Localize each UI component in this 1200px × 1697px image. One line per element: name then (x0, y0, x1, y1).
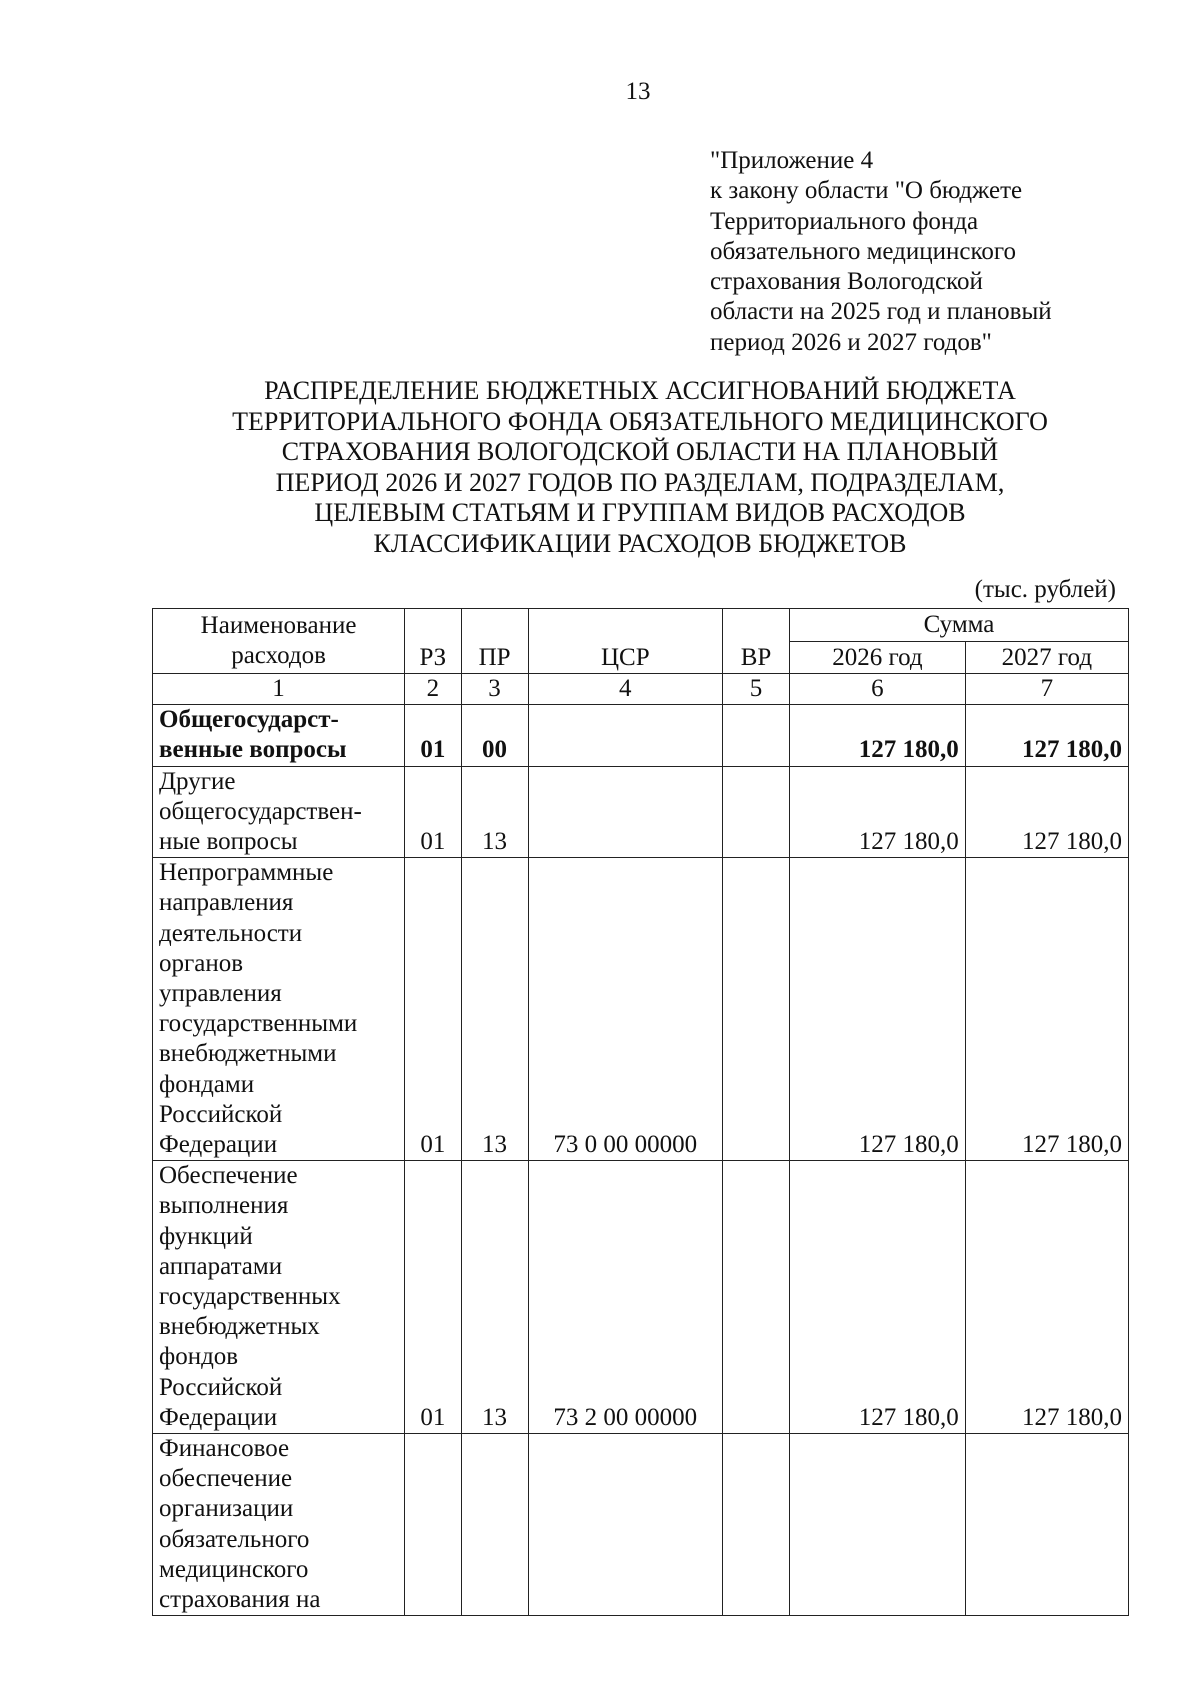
cell-sum-2026 (790, 1434, 966, 1616)
cell-name-line: внебюджетных (159, 1313, 320, 1341)
cell-name-line: фондов (159, 1343, 239, 1371)
cell-name-line: медицинского (159, 1555, 309, 1583)
cell-name-line: деятельности (159, 919, 303, 947)
cell-name-line: Российской (159, 1100, 283, 1128)
column-number: 2 (405, 674, 461, 705)
title-line: ЦЕЛЕВЫМ СТАТЬЯМ И ГРУППАМ ВИДОВ РАСХОДОВ (314, 498, 966, 527)
cell-vr (723, 766, 790, 858)
cell-csr (528, 705, 723, 766)
cell-name-line: Общегосударст- (159, 706, 339, 734)
column-number: 1 (153, 674, 405, 705)
cell-name-line: органов (159, 949, 244, 977)
cell-name-line: Непрограммные (159, 859, 334, 887)
cell-sum-2027: 127 180,0 (965, 858, 1128, 1161)
cell-vr (723, 1434, 790, 1616)
header-sum: Сумма (790, 609, 1129, 642)
cell-name-line: внебюджетными (159, 1040, 337, 1068)
cell-csr (528, 766, 723, 858)
table-header-row (153, 609, 1129, 642)
cell-name-line: выполнения (159, 1192, 289, 1220)
appendix-line: Территориального фонда (710, 207, 979, 235)
page-number: 13 (625, 78, 651, 105)
appendix-line: "Приложение 4 (710, 147, 874, 174)
header-csr: ЦСР (528, 609, 723, 674)
cell-rz (405, 1434, 461, 1616)
cell-name (153, 858, 405, 1161)
cell-name-line: аппаратами (159, 1252, 283, 1280)
cell-name-line: Федерации (159, 1131, 278, 1159)
appendix-line: обязательного медицинского (710, 237, 1017, 265)
cell-name-line: ные вопросы (159, 828, 298, 856)
header-pr: ПР (461, 609, 528, 674)
cell-name (153, 705, 405, 766)
column-number: 6 (790, 674, 966, 705)
appendix-note (710, 146, 1180, 358)
units-label: (тыс. рублей) (974, 576, 1116, 603)
table-row (153, 705, 1129, 766)
title-line: ПЕРИОД 2026 И 2027 ГОДОВ ПО РАЗДЕЛАМ, ПОДРАЗДЕЛАМ, (275, 467, 1005, 497)
cell-rz: 01 (405, 858, 461, 1161)
cell-name-line: обязательного (159, 1525, 310, 1553)
table-row (153, 766, 1129, 858)
column-number: 5 (723, 674, 790, 705)
column-number: 7 (965, 674, 1128, 705)
cell-sum-2026: 127 180,0 (790, 1161, 966, 1434)
title-line: КЛАССИФИКАЦИИ РАСХОДОВ БЮДЖЕТОВ (373, 528, 907, 558)
cell-sum-2027: 127 180,0 (965, 705, 1128, 766)
cell-name-line: Федерации (159, 1403, 278, 1431)
cell-name (153, 766, 405, 858)
cell-pr: 13 (461, 766, 528, 858)
cell-name-line: организации (159, 1495, 294, 1523)
cell-sum-2027: 127 180,0 (965, 1161, 1128, 1434)
cell-vr (723, 705, 790, 766)
cell-name (153, 1161, 405, 1434)
cell-name-line: Обеспечение (159, 1162, 298, 1190)
cell-csr: 73 2 00 00000 (528, 1161, 723, 1434)
cell-name-line: страхования на (159, 1586, 321, 1614)
appendix-line: страхования Вологодской (710, 268, 983, 296)
cell-name-line: управления (159, 980, 282, 1008)
header-vr: ВР (723, 609, 790, 674)
header-name: Наименование расходов (153, 609, 405, 674)
cell-name-line: венные вопросы (159, 736, 347, 764)
cell-name-line: Другие (159, 767, 236, 795)
cell-rz: 01 (405, 1161, 461, 1434)
table-row (153, 858, 1129, 1161)
cell-name-line: общегосударствен- (159, 797, 362, 825)
cell-vr (723, 858, 790, 1161)
cell-csr (528, 1434, 723, 1616)
appendix-line: период 2026 и 2027 годов" (710, 328, 992, 356)
header-year-2026: 2026 год (790, 641, 966, 674)
cell-name-line: обеспечение (159, 1465, 293, 1493)
cell-sum-2026: 127 180,0 (790, 705, 966, 766)
cell-pr: 13 (461, 858, 528, 1161)
table-row (153, 1434, 1129, 1616)
cell-name (153, 1434, 405, 1616)
header-year-2027: 2027 год (965, 641, 1128, 674)
appendix-line: к закону области "О бюджете (710, 177, 1023, 205)
document-title (120, 376, 1160, 559)
cell-sum-2027 (965, 1434, 1128, 1616)
column-numbers-row (153, 674, 1129, 705)
cell-rz: 01 (405, 766, 461, 858)
appendix-line: области на 2025 год и плановый (710, 298, 1052, 326)
cell-name-line: государственными (159, 1010, 358, 1038)
column-number: 3 (461, 674, 528, 705)
title-line: ТЕРРИТОРИАЛЬНОГО ФОНДА ОБЯЗАТЕЛЬНОГО МЕДИЦИНСКОГО (232, 406, 1048, 436)
budget-table (152, 608, 1129, 1616)
cell-name-line: функций (159, 1222, 253, 1250)
title-line: СТРАХОВАНИЯ ВОЛОГОДСКОЙ ОБЛАСТИ НА ПЛАНОВЫЙ (281, 437, 999, 466)
cell-sum-2027: 127 180,0 (965, 766, 1128, 858)
cell-name-line: Финансовое (159, 1435, 290, 1463)
cell-name-line: фондами (159, 1070, 255, 1098)
header-rz: РЗ (405, 609, 461, 674)
cell-rz: 01 (405, 705, 461, 766)
title-line: РАСПРЕДЕЛЕНИЕ БЮДЖЕТНЫХ АССИГНОВАНИЙ БЮДЖЕТА (264, 376, 1016, 405)
column-number: 4 (528, 674, 723, 705)
cell-sum-2026: 127 180,0 (790, 858, 966, 1161)
cell-name-line: Российской (159, 1373, 283, 1401)
cell-name-line: государственных (159, 1283, 341, 1311)
cell-pr: 13 (461, 1161, 528, 1434)
cell-csr: 73 0 00 00000 (528, 858, 723, 1161)
cell-name-line: направления (159, 889, 294, 917)
table-row (153, 1161, 1129, 1434)
cell-pr: 00 (461, 705, 528, 766)
cell-sum-2026: 127 180,0 (790, 766, 966, 858)
cell-vr (723, 1161, 790, 1434)
cell-pr (461, 1434, 528, 1616)
